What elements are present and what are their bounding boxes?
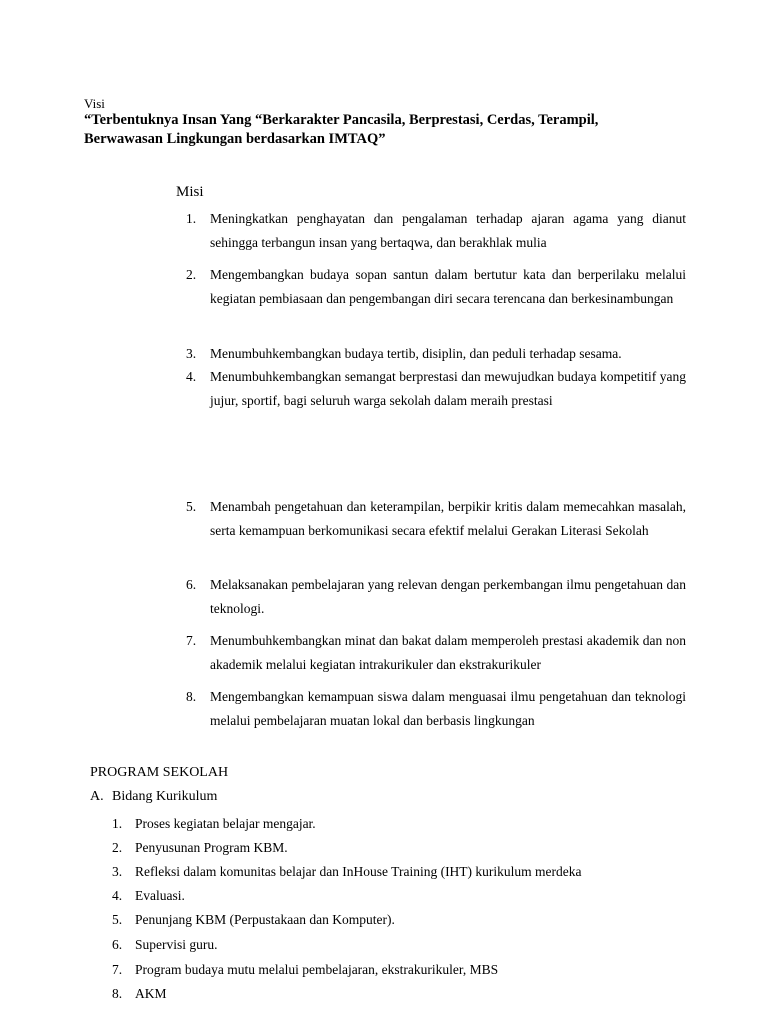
misi-item: [186, 573, 686, 620]
program-item: [112, 985, 167, 1003]
program-item: [112, 863, 582, 881]
program-item-number: 3.: [112, 864, 123, 879]
program-item-number: 5.: [112, 912, 123, 927]
visi-label: Visi: [84, 96, 105, 111]
misi-item: [186, 207, 686, 254]
misi-item-text: Menambah pengetahuan dan keterampilan, berpikir kritis dalam memecahkan masalah, serta kemampuan berkomunikasi secara efektif melalui Gerakan Literasi Sekolah: [210, 499, 686, 538]
program-title: PROGRAM SEKOLAH: [90, 765, 229, 780]
misi-item-text: Menumbuhkembangkan budaya tertib, disiplin, dan peduli terhadap sesama.: [210, 346, 622, 361]
misi-item: [186, 365, 686, 412]
program-item-number: 7.: [112, 962, 123, 977]
program-item-text: Supervisi guru.: [135, 937, 218, 952]
program-item: [112, 815, 316, 833]
program-item-text: Evaluasi.: [135, 888, 185, 903]
program-item-number: 6.: [112, 937, 123, 952]
misi-item: [186, 263, 686, 310]
misi-item-number: 4.: [186, 369, 197, 384]
misi-item-text: Mengembangkan budaya sopan santun dalam bertutur kata dan berperilaku melalui kegiatan pembiasaan dan pengembangan diri secara terencana dan berkesinambungan: [210, 267, 686, 306]
misi-item-number: 6.: [186, 577, 197, 592]
misi-item-text: Menumbuhkembangkan minat dan bakat dalam memperoleh prestasi akademik dan non akademik melalui kegiatan intrakurikuler dan ekstrakurikuler: [210, 633, 686, 672]
misi-item-number: 7.: [186, 633, 197, 648]
misi-title: Misi: [176, 184, 204, 200]
program-item-text: AKM: [135, 986, 167, 1001]
misi-item-text: Melaksanakan pembelajaran yang relevan dengan perkembangan ilmu pengetahuan dan teknologi.: [210, 577, 686, 616]
program-item: [112, 887, 185, 905]
misi-item: [186, 685, 686, 732]
program-item: [112, 936, 218, 954]
program-item-number: 8.: [112, 986, 123, 1001]
program-item-number: 2.: [112, 840, 123, 855]
misi-item-text: Menumbuhkembangkan semangat berprestasi dan mewujudkan budaya kompetitif yang jujur, sportif, bagi seluruh warga sekolah dalam meraih prestasi: [210, 369, 686, 408]
program-item: [112, 911, 395, 929]
program-item: [112, 961, 498, 979]
misi-item-number: 2.: [186, 267, 197, 282]
program-item-text: Program budaya mutu melalui pembelajaran, ekstrakurikuler, MBS: [135, 962, 499, 977]
program-item-text: Penyusunan Program KBM.: [135, 840, 288, 855]
program-item-text: Refleksi dalam komunitas belajar dan InHouse Training (IHT) kurikulum merdeka: [135, 864, 582, 879]
misi-item-text: Mengembangkan kemampuan siswa dalam menguasai ilmu pengetahuan dan teknologi melalui pembelajaran muatan lokal dan berbasis lingkungan: [210, 689, 686, 728]
program-item-text: Proses kegiatan belajar mengajar.: [135, 816, 316, 831]
program-item-number: 4.: [112, 888, 123, 903]
misi-item: [186, 342, 686, 366]
misi-item: [186, 629, 686, 676]
misi-item-number: 5.: [186, 499, 197, 514]
bidang-letter: A.: [90, 789, 104, 804]
visi-statement: “Terbentuknya Insan Yang “Berkarakter Pancasila, Berprestasi, Cerdas, Terampil, Berwawasan Lingkungan berdasarkan IMTAQ”: [84, 112, 599, 147]
program-item-number: 1.: [112, 816, 123, 831]
program-item: [112, 839, 288, 857]
misi-item-number: 8.: [186, 689, 197, 704]
misi-item: [186, 495, 686, 542]
program-item-text: Penunjang KBM (Perpustakaan dan Komputer).: [135, 912, 395, 927]
bidang-label: Bidang Kurikulum: [112, 789, 218, 804]
misi-item-number: 1.: [186, 211, 197, 226]
bidang-heading: [90, 789, 217, 805]
misi-item-number: 3.: [186, 346, 197, 361]
misi-item-text: Meningkatkan penghayatan dan pengalaman terhadap ajaran agama yang dianut sehingga terbangun insan yang bertaqwa, dan berakhlak mulia: [210, 211, 686, 250]
